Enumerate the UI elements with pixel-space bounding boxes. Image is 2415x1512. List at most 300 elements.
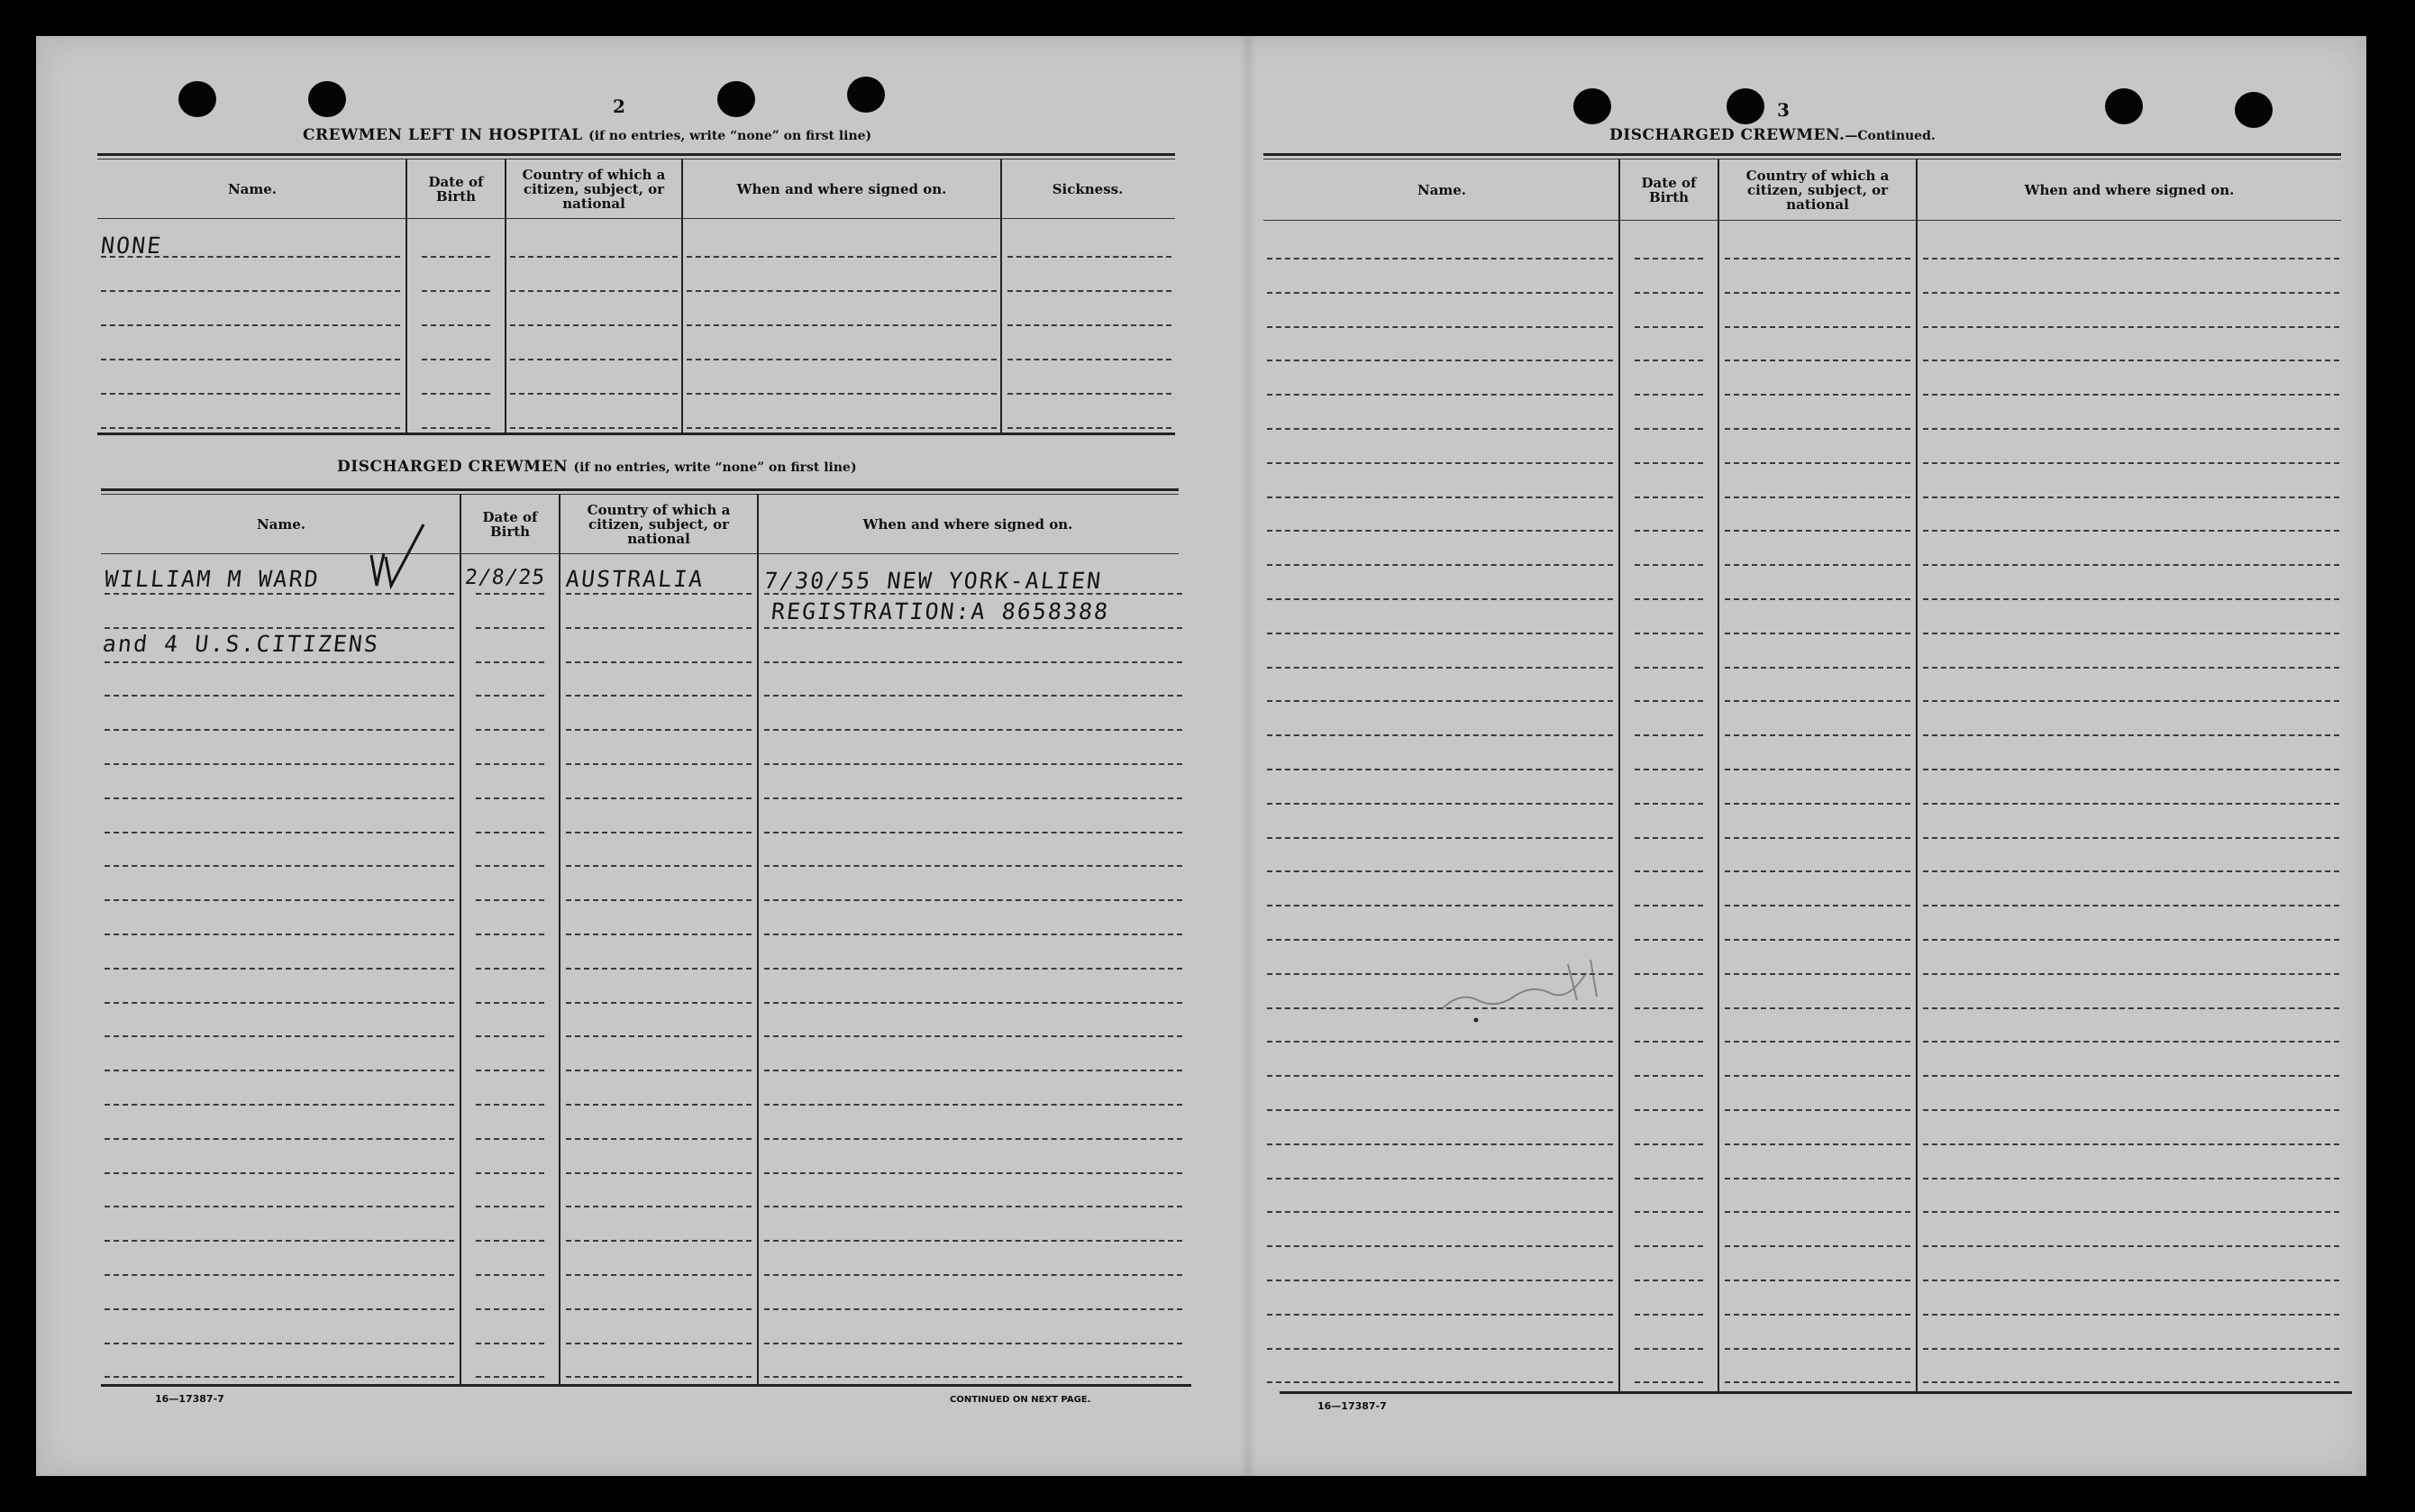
hospital-col-sickness: Sickness. <box>1052 181 1124 197</box>
ruled-line <box>1725 837 1910 839</box>
ruled-line <box>1267 905 1613 906</box>
ruled-line <box>101 359 400 360</box>
hospital-col-dob: Date of Birth <box>428 174 484 205</box>
ruled-line <box>1635 905 1703 906</box>
ruled-line <box>476 1035 544 1037</box>
ruled-line <box>566 1172 752 1174</box>
ruled-line <box>764 695 1182 697</box>
ruled-line <box>101 427 400 429</box>
ruled-line <box>764 1206 1182 1207</box>
ruled-line <box>476 1104 544 1106</box>
ruled-line <box>476 1308 544 1310</box>
ruled-line <box>566 865 752 867</box>
ruled-line <box>1635 633 1703 634</box>
ruled-line <box>422 359 490 360</box>
punch-hole <box>1727 88 1764 124</box>
ruled-line <box>422 256 490 258</box>
ruled-line <box>1725 1143 1910 1145</box>
ruled-line <box>764 1274 1182 1276</box>
ruled-line <box>1635 1348 1703 1350</box>
ruled-line <box>1923 667 2339 669</box>
right-page-number: 3 <box>1777 99 1790 121</box>
ruled-line <box>105 968 454 970</box>
ruled-line <box>1725 803 1910 805</box>
ruled-line <box>1267 734 1613 736</box>
punch-hole <box>308 81 346 117</box>
right-col-divider <box>1718 159 1719 1391</box>
ruled-line <box>566 1104 752 1106</box>
ruled-line <box>1635 496 1703 498</box>
ruled-line <box>1725 258 1910 260</box>
right-col-dob: Date of Birth <box>1641 175 1697 205</box>
ruled-line <box>1267 564 1613 566</box>
ruled-line <box>1923 1041 2339 1043</box>
ruled-line <box>105 1206 454 1207</box>
ruled-line <box>764 1035 1182 1037</box>
ruled-line <box>1923 1007 2339 1009</box>
ruled-line <box>687 393 997 395</box>
ruled-line <box>1635 700 1703 702</box>
right-table-top-rule <box>1263 153 2341 156</box>
ruled-line <box>566 1240 752 1242</box>
ruled-line <box>476 1002 544 1004</box>
ruled-line <box>764 1240 1182 1242</box>
ruled-line <box>1725 1348 1910 1350</box>
hospital-title-text: CREWMEN LEFT IN HOSPITAL <box>303 126 583 144</box>
ruled-line <box>566 763 752 765</box>
ruled-line <box>105 1002 454 1004</box>
ruled-line <box>1635 326 1703 328</box>
ruled-line <box>566 661 752 663</box>
ruled-line <box>1923 564 2339 566</box>
ruled-line <box>1635 1245 1703 1247</box>
ruled-line <box>1923 258 2339 260</box>
ruled-line <box>476 832 544 833</box>
ruled-line <box>1007 393 1171 395</box>
ruled-line <box>1923 1211 2339 1213</box>
ruled-line <box>1267 870 1613 872</box>
ruled-line <box>566 695 752 697</box>
ruled-line <box>105 1274 454 1276</box>
ruled-line <box>510 427 678 429</box>
ruled-line <box>1267 326 1613 328</box>
ruled-line <box>1635 1211 1703 1213</box>
ruled-line <box>422 324 490 326</box>
hospital-col-signed-on: When and where signed on. <box>736 181 947 197</box>
ruled-line <box>1267 837 1613 839</box>
ruled-line <box>1635 734 1703 736</box>
ruled-line <box>1923 1109 2339 1111</box>
ruled-line <box>105 832 454 833</box>
us-citizens-note: and 4 U.S.CITIZENS <box>101 631 381 657</box>
crewman-country: AUSTRALIA <box>564 566 706 592</box>
ruled-line <box>1725 428 1910 430</box>
ruled-line <box>105 865 454 867</box>
hospital-header-rule <box>97 218 1175 219</box>
ruled-line <box>105 695 454 697</box>
ruled-line <box>566 1002 752 1004</box>
ruled-line <box>687 290 997 292</box>
ruled-line <box>1923 870 2339 872</box>
ruled-line <box>566 593 752 595</box>
ruled-line <box>510 324 678 326</box>
ruled-line <box>476 627 544 629</box>
ruled-line <box>687 359 997 360</box>
ruled-line <box>1635 973 1703 975</box>
right-col-signed-on: When and where signed on. <box>2024 182 2235 198</box>
ruled-line <box>566 1138 752 1140</box>
ruled-line <box>1267 258 1613 260</box>
ruled-line <box>510 256 678 258</box>
ruled-line <box>476 1343 544 1344</box>
ruled-line <box>1725 496 1910 498</box>
ruled-line <box>510 393 678 395</box>
ruled-line <box>1923 1280 2339 1281</box>
discharged-col-divider <box>460 494 461 1386</box>
ruled-line <box>1725 1280 1910 1281</box>
ruled-line <box>476 934 544 935</box>
ruled-line <box>1725 326 1910 328</box>
ruled-line <box>1725 769 1910 770</box>
ruled-line <box>476 729 544 731</box>
ruled-line <box>105 1070 454 1071</box>
ruled-line <box>764 1002 1182 1004</box>
ruled-line <box>566 1376 752 1378</box>
ruled-line <box>566 968 752 970</box>
ruled-line <box>105 934 454 935</box>
ruled-line <box>1007 256 1171 258</box>
ruled-line <box>566 1343 752 1344</box>
ruled-line <box>1923 394 2339 396</box>
ruled-line <box>764 968 1182 970</box>
ruled-line <box>101 290 400 292</box>
crewman-signed-on: 7/30/55 NEW YORK-ALIEN <box>762 568 1104 594</box>
ruled-line <box>1923 939 2339 941</box>
ruled-line <box>1267 1143 1613 1145</box>
hospital-col-name: Name. <box>227 181 278 197</box>
left-page-number: 2 <box>613 96 625 117</box>
ruled-line <box>101 393 400 395</box>
ruled-line <box>1725 1178 1910 1180</box>
hospital-section-title <box>303 126 871 144</box>
ruled-line <box>476 1206 544 1207</box>
ruled-line <box>1923 1245 2339 1247</box>
ruled-line <box>1923 837 2339 839</box>
ruled-line <box>1635 837 1703 839</box>
ruled-line <box>566 729 752 731</box>
right-col-divider <box>1916 159 1918 1391</box>
ruled-line <box>105 1172 454 1174</box>
ruled-line <box>1725 598 1910 600</box>
ruled-line <box>1267 1348 1613 1350</box>
ruled-line <box>1725 1381 1910 1383</box>
ruled-line <box>1923 1075 2339 1077</box>
ruled-line <box>422 393 490 395</box>
ruled-line <box>687 427 997 429</box>
ruled-line <box>566 832 752 833</box>
ruled-line <box>566 797 752 799</box>
ruled-line <box>1267 803 1613 805</box>
ruled-line <box>1635 258 1703 260</box>
ruled-line <box>1725 734 1910 736</box>
hospital-table-top-rule <box>97 153 1175 156</box>
ruled-line <box>1923 769 2339 770</box>
ruled-line <box>1923 530 2339 532</box>
hospital-title-instruction: (if no entries, write “none” on first line) <box>588 129 872 143</box>
punch-hole <box>1573 88 1611 124</box>
punch-hole <box>2235 92 2273 128</box>
ruled-line <box>687 324 997 326</box>
ruled-line <box>764 1138 1182 1140</box>
discharged-table-top-rule <box>101 488 1179 491</box>
discharged-table-bottom-rule <box>101 1384 1191 1387</box>
punch-hole <box>178 81 216 117</box>
left-form-number: 16—17387-7 <box>155 1393 224 1405</box>
ruled-line <box>105 593 454 595</box>
ruled-line <box>476 797 544 799</box>
ruled-line <box>1923 428 2339 430</box>
discharged-col-divider <box>559 494 560 1386</box>
ruled-line <box>1635 1381 1703 1383</box>
ruled-line <box>476 1240 544 1242</box>
ruled-line <box>1267 1280 1613 1281</box>
ruled-line <box>1923 598 2339 600</box>
continued-note: CONTINUED ON NEXT PAGE. <box>950 1395 1091 1405</box>
ruled-line <box>476 763 544 765</box>
ruled-line <box>1007 427 1171 429</box>
ruled-line <box>1267 462 1613 464</box>
ruled-line <box>1725 1109 1910 1111</box>
ruled-line <box>1725 530 1910 532</box>
ruled-line <box>1635 939 1703 941</box>
ruled-line <box>1725 1075 1910 1077</box>
ruled-line <box>1725 462 1910 464</box>
discharged-col-name: Name. <box>256 516 306 533</box>
ruled-line <box>105 627 454 629</box>
ruled-line <box>1725 667 1910 669</box>
ruled-line <box>476 968 544 970</box>
ruled-line <box>1923 633 2339 634</box>
discharged-col-country: Country of which a citizen, subject, or national <box>587 502 731 547</box>
hospital-entry-none: NONE <box>99 232 164 259</box>
ruled-line <box>1725 973 1910 975</box>
ruled-line <box>1635 292 1703 294</box>
right-col-divider <box>1618 159 1620 1391</box>
ruled-line <box>1725 633 1910 634</box>
ruled-line <box>105 1376 454 1378</box>
right-title-continued: —Continued. <box>1845 129 1936 143</box>
ruled-line <box>687 256 997 258</box>
ruled-line <box>566 627 752 629</box>
ruled-line <box>1725 360 1910 361</box>
ruled-line <box>1635 530 1703 532</box>
ruled-line <box>1923 1143 2339 1145</box>
ruled-line <box>105 1240 454 1242</box>
right-title-text: DISCHARGED CREWMEN. <box>1609 126 1845 144</box>
ruled-line <box>1267 530 1613 532</box>
ruled-line <box>105 797 454 799</box>
ruled-line <box>476 1138 544 1140</box>
discharged-title-instruction: (if no entries, write “none” on first line) <box>573 460 857 475</box>
ruled-line <box>1635 769 1703 770</box>
discharged-title-text: DISCHARGED CREWMEN <box>337 458 569 476</box>
ruled-line <box>105 1343 454 1344</box>
ruled-line <box>764 899 1182 901</box>
ruled-line <box>105 1138 454 1140</box>
ruled-line <box>1267 1041 1613 1043</box>
ruled-line <box>764 729 1182 731</box>
crewman-dob: 2/8/25 <box>463 566 547 589</box>
ruled-line <box>1725 1041 1910 1043</box>
center-fold <box>1240 36 1256 1476</box>
ruled-line <box>1725 292 1910 294</box>
ruled-line <box>1267 394 1613 396</box>
ruled-line <box>764 1308 1182 1310</box>
ruled-line <box>764 865 1182 867</box>
ruled-line <box>422 427 490 429</box>
ledger-sheet <box>36 36 2366 1476</box>
ruled-line <box>1267 700 1613 702</box>
ruled-line <box>1007 324 1171 326</box>
ruled-line <box>1635 1109 1703 1111</box>
ruled-line <box>1635 462 1703 464</box>
ruled-line <box>105 899 454 901</box>
ruled-line <box>476 593 544 595</box>
discharged-col-dob: Date of Birth <box>482 509 538 540</box>
ruled-line <box>476 865 544 867</box>
punch-hole <box>717 81 755 117</box>
ruled-line <box>1267 496 1613 498</box>
discharged-header-rule <box>101 553 1179 554</box>
right-col-name: Name. <box>1417 182 1467 198</box>
ruled-line <box>1923 1314 2339 1316</box>
ruled-line <box>1725 1007 1910 1009</box>
ruled-line <box>1267 667 1613 669</box>
ruled-line <box>1635 1007 1703 1009</box>
ruled-line <box>1923 1178 2339 1180</box>
ruled-line <box>476 1172 544 1174</box>
ruled-line <box>1923 700 2339 702</box>
ruled-line <box>1267 1109 1613 1111</box>
discharged-section-title <box>337 458 857 476</box>
ruled-line <box>1635 360 1703 361</box>
ruled-line <box>1267 292 1613 294</box>
ruled-line <box>566 1070 752 1071</box>
ruled-line <box>101 324 400 326</box>
ruled-line <box>1923 905 2339 906</box>
ruled-line <box>105 1035 454 1037</box>
ruled-line <box>422 290 490 292</box>
ruled-line <box>1635 870 1703 872</box>
punch-hole <box>2105 88 2143 124</box>
ruled-line <box>764 797 1182 799</box>
ruled-line <box>1635 803 1703 805</box>
ruled-line <box>1725 939 1910 941</box>
ruled-line <box>764 1343 1182 1344</box>
ruled-line <box>1267 633 1613 634</box>
right-section-title <box>1609 126 1936 144</box>
ruled-line <box>1635 667 1703 669</box>
ruled-line <box>1267 1075 1613 1077</box>
ruled-line <box>764 661 1182 663</box>
ruled-line <box>476 1274 544 1276</box>
ruled-line <box>1635 1143 1703 1145</box>
ruled-line <box>1725 905 1910 906</box>
ruled-line <box>1007 359 1171 360</box>
ruled-line <box>1923 496 2339 498</box>
ruled-line <box>1267 1381 1613 1383</box>
hospital-col-country: Country of which a citizen, subject, or national <box>522 167 666 212</box>
ruled-line <box>1635 1178 1703 1180</box>
ruled-line <box>1635 394 1703 396</box>
ruled-line <box>105 763 454 765</box>
ruled-line <box>1635 428 1703 430</box>
ruled-line <box>476 899 544 901</box>
ruled-line <box>1267 598 1613 600</box>
hospital-table-bottom-rule <box>97 433 1175 435</box>
ruled-line <box>764 832 1182 833</box>
ruled-line <box>1267 769 1613 770</box>
ruled-line <box>476 695 544 697</box>
ruled-line <box>566 1035 752 1037</box>
ruled-line <box>476 1376 544 1378</box>
ruled-line <box>764 1376 1182 1378</box>
ruled-line <box>566 1206 752 1207</box>
ruled-line <box>764 627 1182 629</box>
ruled-line <box>1007 290 1171 292</box>
ruled-line <box>1725 1211 1910 1213</box>
ruled-line <box>1923 1348 2339 1350</box>
ruled-line <box>566 1308 752 1310</box>
ruled-line <box>1725 870 1910 872</box>
ruled-line <box>1923 462 2339 464</box>
crewman-name: WILLIAM M WARD <box>103 566 322 592</box>
ruled-line <box>105 729 454 731</box>
ruled-line <box>1635 598 1703 600</box>
right-table-bottom-rule <box>1280 1391 2352 1394</box>
ruled-line <box>1635 1280 1703 1281</box>
ruled-line <box>1923 292 2339 294</box>
ruled-line <box>1923 326 2339 328</box>
ruled-line <box>476 1070 544 1071</box>
faint-signature-bleedthrough <box>1433 937 1631 1027</box>
ruled-line <box>1923 360 2339 361</box>
ruled-line <box>1635 1075 1703 1077</box>
ruled-line <box>1725 394 1910 396</box>
ruled-line <box>1635 1041 1703 1043</box>
ruled-line <box>1725 1314 1910 1316</box>
ruled-line <box>1267 360 1613 361</box>
ruled-line <box>1923 973 2339 975</box>
ruled-line <box>764 1070 1182 1071</box>
ruled-line <box>1923 1381 2339 1383</box>
ruled-line <box>764 934 1182 935</box>
ruled-line <box>764 763 1182 765</box>
ruled-line <box>105 1104 454 1106</box>
ruled-line <box>1267 1314 1613 1316</box>
ruled-line <box>764 1104 1182 1106</box>
ruled-line <box>764 1172 1182 1174</box>
ruled-line <box>566 934 752 935</box>
ruled-line <box>1725 564 1910 566</box>
ruled-line <box>1635 1314 1703 1316</box>
ruled-line <box>1267 1245 1613 1247</box>
ruled-line <box>1267 428 1613 430</box>
ruled-line <box>105 661 454 663</box>
punch-hole <box>847 77 885 113</box>
ruled-line <box>566 899 752 901</box>
ruled-line <box>1267 1211 1613 1213</box>
